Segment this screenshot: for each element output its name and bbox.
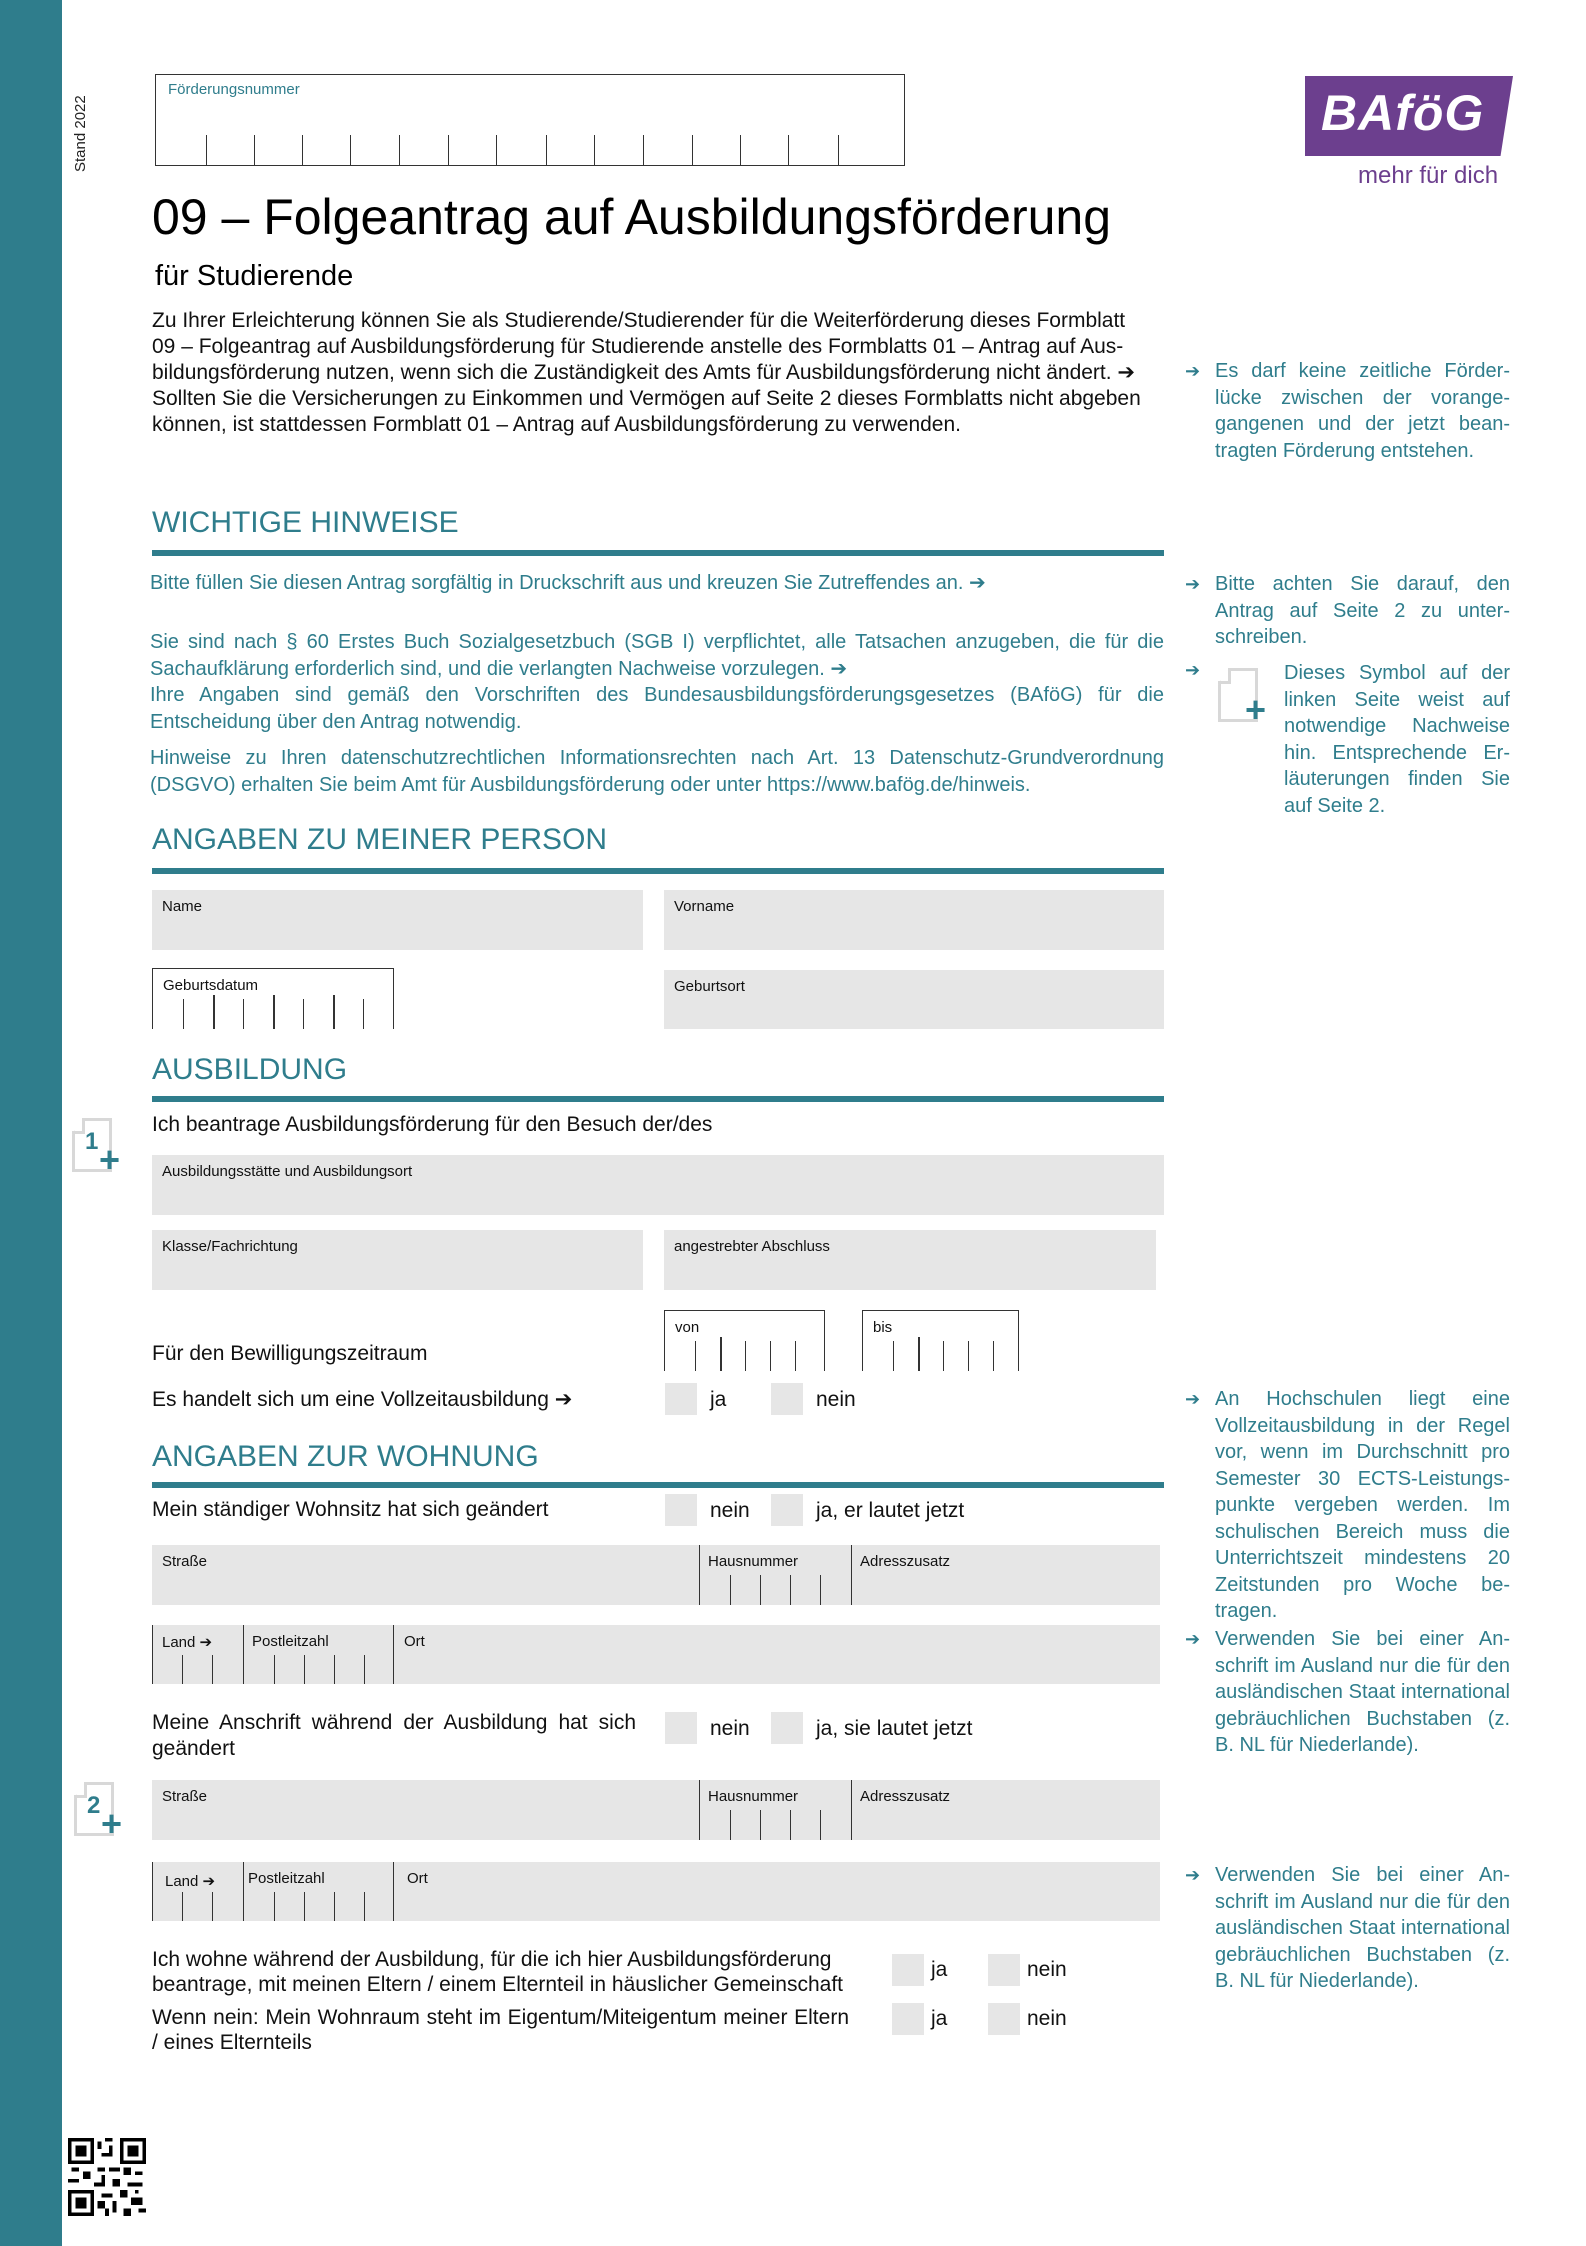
arrow-right-icon: ➔ xyxy=(1185,660,1201,680)
page-subtitle: für Studierende xyxy=(155,260,354,292)
side-note-ausland-2: ➔ Verwenden Sie bei einer Anschrift im Ausland nur die für den ausländischen Staat international gebräuchlichen Buchstaben (z. B. NL für Niederlande). xyxy=(1185,1864,1510,1992)
digit-separator xyxy=(333,995,335,1029)
hausnummer-label: Hausnummer xyxy=(708,1788,799,1805)
anschrift-ja-label: ja, sie lautet jetzt xyxy=(816,1717,973,1740)
page-title: 09 – Folgeantrag auf Ausbildungsförderung xyxy=(152,189,1112,245)
digit-separator xyxy=(993,1341,994,1371)
ausbildungsstaette-field[interactable] xyxy=(152,1155,1164,1215)
strasse-field-2[interactable] xyxy=(152,1780,699,1840)
adresszusatz-label: Adresszusatz xyxy=(860,1788,951,1805)
geburtsdatum-field[interactable] xyxy=(152,968,394,1029)
eltern-nein-label: nein xyxy=(1027,1958,1067,1981)
digit-separator xyxy=(692,135,693,165)
hausnummer-label: Hausnummer xyxy=(708,1553,799,1570)
eltern-nein-checkbox[interactable] xyxy=(988,1954,1020,1986)
bafoeg-logo xyxy=(1305,76,1513,156)
side-note-symbol: Dieses Symbol auf der linken Seite weist auf notwendige Nachweise hin. Entsprechende Erläuterungen finden Sie auf Seite 2. xyxy=(1284,662,1510,817)
digit-separator xyxy=(399,135,400,165)
vollzeit-ja-checkbox[interactable] xyxy=(665,1383,697,1415)
plz-label: Postleitzahl xyxy=(248,1870,325,1887)
digit-separator xyxy=(183,999,184,1029)
section-rule xyxy=(152,1096,1164,1102)
section-rule xyxy=(152,1482,1164,1488)
digit-separator xyxy=(363,999,364,1029)
land-field-2[interactable] xyxy=(152,1862,243,1921)
plz-field-2[interactable] xyxy=(244,1862,393,1921)
side-note-ausland-1: ➔ Verwenden Sie bei einer Anschrift im Ausland nur die für den ausländischen Staat international gebräuchlichen Buchstaben (z. B. NL für Niederlande). xyxy=(1185,1628,1510,1756)
stand-label: Stand 2022 xyxy=(72,95,89,172)
intro-line: können, ist stattdessen Formblatt 01 – Antrag auf Ausbildungsförderung zu verwenden. xyxy=(152,413,962,436)
vorname-label: Vorname xyxy=(674,898,735,915)
zeitraum-von-field[interactable] xyxy=(664,1310,825,1371)
digit-separator xyxy=(740,135,741,165)
digit-separator xyxy=(206,135,207,165)
hinweis-2: Sie sind nach § 60 Erstes Buch Sozialgesetzbuch (SGB I) verpflichtet, alle Tatsachen anzugeben, die für die Sachaufklärung erforderlich sind, und die verlangten Nachweise vorzulegen. ➔ xyxy=(150,631,1164,680)
digit-separator xyxy=(795,1341,796,1371)
strasse-label: Straße xyxy=(162,1788,208,1805)
geburtsort-field[interactable] xyxy=(664,970,1164,1029)
nachweis-2-icon: 2 + xyxy=(74,1776,126,1846)
ort-field-2[interactable] xyxy=(394,1862,1160,1921)
abschluss-field[interactable] xyxy=(664,1230,1156,1290)
land-label: Land ➔ xyxy=(165,1873,216,1890)
eltern-question: Ich wohne während der Ausbildung, für die ich hier Ausbildungsförderung beantrage, mit meinen Eltern / einem Elternteil in häuslicher Gemeinschaft xyxy=(152,1948,844,1996)
zeitraum-bis-field[interactable] xyxy=(862,1310,1019,1371)
ort-field-1[interactable] xyxy=(394,1625,1160,1684)
digit-separator xyxy=(243,999,244,1029)
klasse-label: Klasse/Fachrichtung xyxy=(162,1238,298,1255)
geburtsdatum-label: Geburtsdatum xyxy=(163,977,259,994)
section-title-ausbildung: AUSBILDUNG xyxy=(152,1053,348,1086)
hausnummer-field-1[interactable] xyxy=(700,1545,851,1605)
vollzeit-nein-checkbox[interactable] xyxy=(771,1383,803,1415)
wohnsitz-ja-checkbox[interactable] xyxy=(771,1494,803,1526)
eigentum-question: Wenn nein: Mein Wohnraum steht im Eigentum/Miteigentum meiner Eltern / eines Elternteils xyxy=(152,2006,849,2054)
arrow-right-icon: ➔ xyxy=(1185,1865,1201,1885)
side-note-vollzeit: ➔ An Hochschulen liegt eine Vollzeitausbildung in der Regel vor, wenn im Durchschnitt pro Semester 30 ECTS-Leistungspunkte vergeben werden. Im schulischen Bereich muss die Unterrichtszeit mindestens 20 Zeitstunden pro Woche betragen. xyxy=(1185,1388,1510,1622)
abschluss-label: angestrebter Abschluss xyxy=(674,1238,830,1255)
eltern-ja-label: ja xyxy=(931,1958,948,1981)
bewilligungszeitraum-label: Für den Bewilligungszeitraum xyxy=(152,1342,428,1365)
digit-separator xyxy=(303,999,304,1029)
digit-separator xyxy=(594,135,595,165)
eigentum-nein-checkbox[interactable] xyxy=(988,2003,1020,2035)
digit-separator xyxy=(838,135,839,165)
intro-line: bildungsförderung nutzen, wenn sich die Zuständigkeit des Amts für Ausbildungsförderung nicht ändert. ➔ xyxy=(152,361,1136,384)
eigentum-ja-checkbox[interactable] xyxy=(892,2003,924,2035)
name-label: Name xyxy=(162,898,203,915)
adresszusatz-label: Adresszusatz xyxy=(860,1553,951,1570)
ausbildungsstaette-label: Ausbildungsstätte und Ausbildungsort xyxy=(162,1163,413,1180)
digit-separator xyxy=(918,1337,920,1371)
plz-label: Postleitzahl xyxy=(252,1633,329,1650)
strasse-label: Straße xyxy=(162,1553,208,1570)
intro-text xyxy=(152,308,1164,438)
land-field-1[interactable] xyxy=(152,1625,243,1684)
intro-line: Sollten Sie die Versicherungen zu Einkommen und Vermögen auf Seite 2 dieses Formblatts nicht abgeben xyxy=(152,387,1141,410)
wohnsitz-nein-label: nein xyxy=(710,1499,750,1522)
digit-separator xyxy=(273,995,275,1029)
section-rule xyxy=(152,550,1164,556)
digit-separator xyxy=(770,1341,771,1371)
section-title-person: ANGABEN ZU MEINER PERSON xyxy=(152,823,608,856)
hinweis-1: Bitte füllen Sie diesen Antrag sorgfältig in Druckschrift aus und kreuzen Sie Zutreffendes an. ➔ xyxy=(150,572,986,594)
digit-separator xyxy=(643,135,644,165)
wohnsitz-nein-checkbox[interactable] xyxy=(665,1494,697,1526)
foerderungsnummer-label: Förderungsnummer xyxy=(168,81,300,98)
foerderungsnummer-field[interactable] xyxy=(155,74,905,166)
hausnummer-field-2[interactable] xyxy=(700,1780,851,1840)
arrow-right-icon: ➔ xyxy=(1185,574,1201,594)
digit-separator xyxy=(448,135,449,165)
vorname-field[interactable] xyxy=(664,890,1164,950)
intro-line: 09 – Folgeantrag auf Ausbildungsförderung für Studierende anstelle des Formblatts 01 – Antrag auf Aus- xyxy=(152,335,1124,358)
hinweis-3: Ihre Angaben sind gemäß den Vorschriften des Bundesausbildungsförderungsgesetzes (BAföG) für die Entscheidung über den Antrag notwendig. xyxy=(150,684,1164,733)
adresszusatz-field-2[interactable] xyxy=(852,1780,1160,1840)
vollzeit-nein-label: nein xyxy=(816,1388,856,1411)
anschrift-ja-checkbox[interactable] xyxy=(771,1712,803,1744)
side-note-foerderluecke: ➔ Es darf keine zeitliche Förderlücke zwischen der vorangegangenen und der jetzt beantragten Förderung entstehen. xyxy=(1185,360,1510,462)
digit-separator xyxy=(350,135,351,165)
arrow-right-icon: ➔ xyxy=(1185,1629,1201,1649)
klasse-field[interactable] xyxy=(152,1230,643,1290)
section-title-hinweise: WICHTIGE HINWEISE xyxy=(152,506,459,539)
digit-separator xyxy=(745,1341,746,1371)
anschrift-nein-checkbox[interactable] xyxy=(665,1712,697,1744)
digit-separator xyxy=(720,1337,722,1371)
name-field[interactable] xyxy=(152,890,643,950)
anschrift-nein-label: nein xyxy=(710,1717,750,1740)
eigentum-ja-label: ja xyxy=(931,2007,948,2030)
digit-separator xyxy=(254,135,255,165)
adresszusatz-field-1[interactable] xyxy=(852,1545,1160,1605)
side-note-seite2: ➔ Bitte achten Sie darauf, den Antrag auf Seite 2 zu unterschreiben. xyxy=(1185,573,1510,648)
left-color-stripe xyxy=(0,0,62,2246)
ort-label: Ort xyxy=(404,1633,425,1650)
wohnsitz-question: Mein ständiger Wohnsitz hat sich geändert xyxy=(152,1498,549,1521)
logo-tagline: mehr für dich xyxy=(1358,162,1499,189)
digit-separator xyxy=(943,1341,944,1371)
eltern-ja-checkbox[interactable] xyxy=(892,1954,924,1986)
nachweis-symbol-icon: + xyxy=(1218,662,1270,732)
eigentum-nein-label: nein xyxy=(1027,2007,1067,2030)
anschrift-question: Meine Anschrift während der Ausbildung hat sich geändert xyxy=(152,1711,636,1760)
vollzeit-ja-label: ja xyxy=(710,1388,727,1411)
digit-separator xyxy=(695,1341,696,1371)
section-title-wohnung: ANGABEN ZUR WOHNUNG xyxy=(152,1440,539,1473)
arrow-right-icon: ➔ xyxy=(1185,361,1201,381)
vollzeit-question: Es handelt sich um eine Vollzeitausbildung ➔ xyxy=(152,1388,573,1411)
plz-field-1[interactable] xyxy=(244,1625,393,1684)
logo-text: BAföG xyxy=(1321,85,1485,141)
ort-label: Ort xyxy=(407,1870,428,1887)
digit-separator xyxy=(546,135,547,165)
intro-line: Zu Ihrer Erleichterung können Sie als Studierende/Studierender für die Weiterförderung dieses Formblatt xyxy=(152,309,1126,332)
digit-separator xyxy=(968,1341,969,1371)
land-label: Land ➔ xyxy=(162,1634,213,1651)
arrow-right-icon: ➔ xyxy=(1185,1389,1201,1409)
nachweis-1-icon: 1 + xyxy=(72,1112,124,1182)
digit-separator xyxy=(788,135,789,165)
qr-code-icon xyxy=(68,2138,146,2216)
hinweis-4: Hinweise zu Ihren datenschutzrechtlichen Informationsrechten nach Art. 13 Datenschutz-Grundverordnung (DSGVO) erhalten Sie beim Amt für Ausbildungsförderung oder unter https://www.bafög.de/hinweis. xyxy=(150,747,1164,796)
geburtsort-label: Geburtsort xyxy=(674,978,745,995)
ausbildung-intro: Ich beantrage Ausbildungsförderung für den Besuch der/des xyxy=(152,1113,713,1136)
bis-label: bis xyxy=(873,1319,893,1336)
strasse-field-1[interactable] xyxy=(152,1545,699,1605)
digit-separator xyxy=(213,995,215,1029)
digit-separator xyxy=(302,135,303,165)
von-label: von xyxy=(675,1319,700,1336)
digit-separator xyxy=(496,135,497,165)
digit-separator xyxy=(893,1341,894,1371)
wohnsitz-ja-label: ja, er lautet jetzt xyxy=(816,1499,965,1522)
section-rule xyxy=(152,868,1164,874)
